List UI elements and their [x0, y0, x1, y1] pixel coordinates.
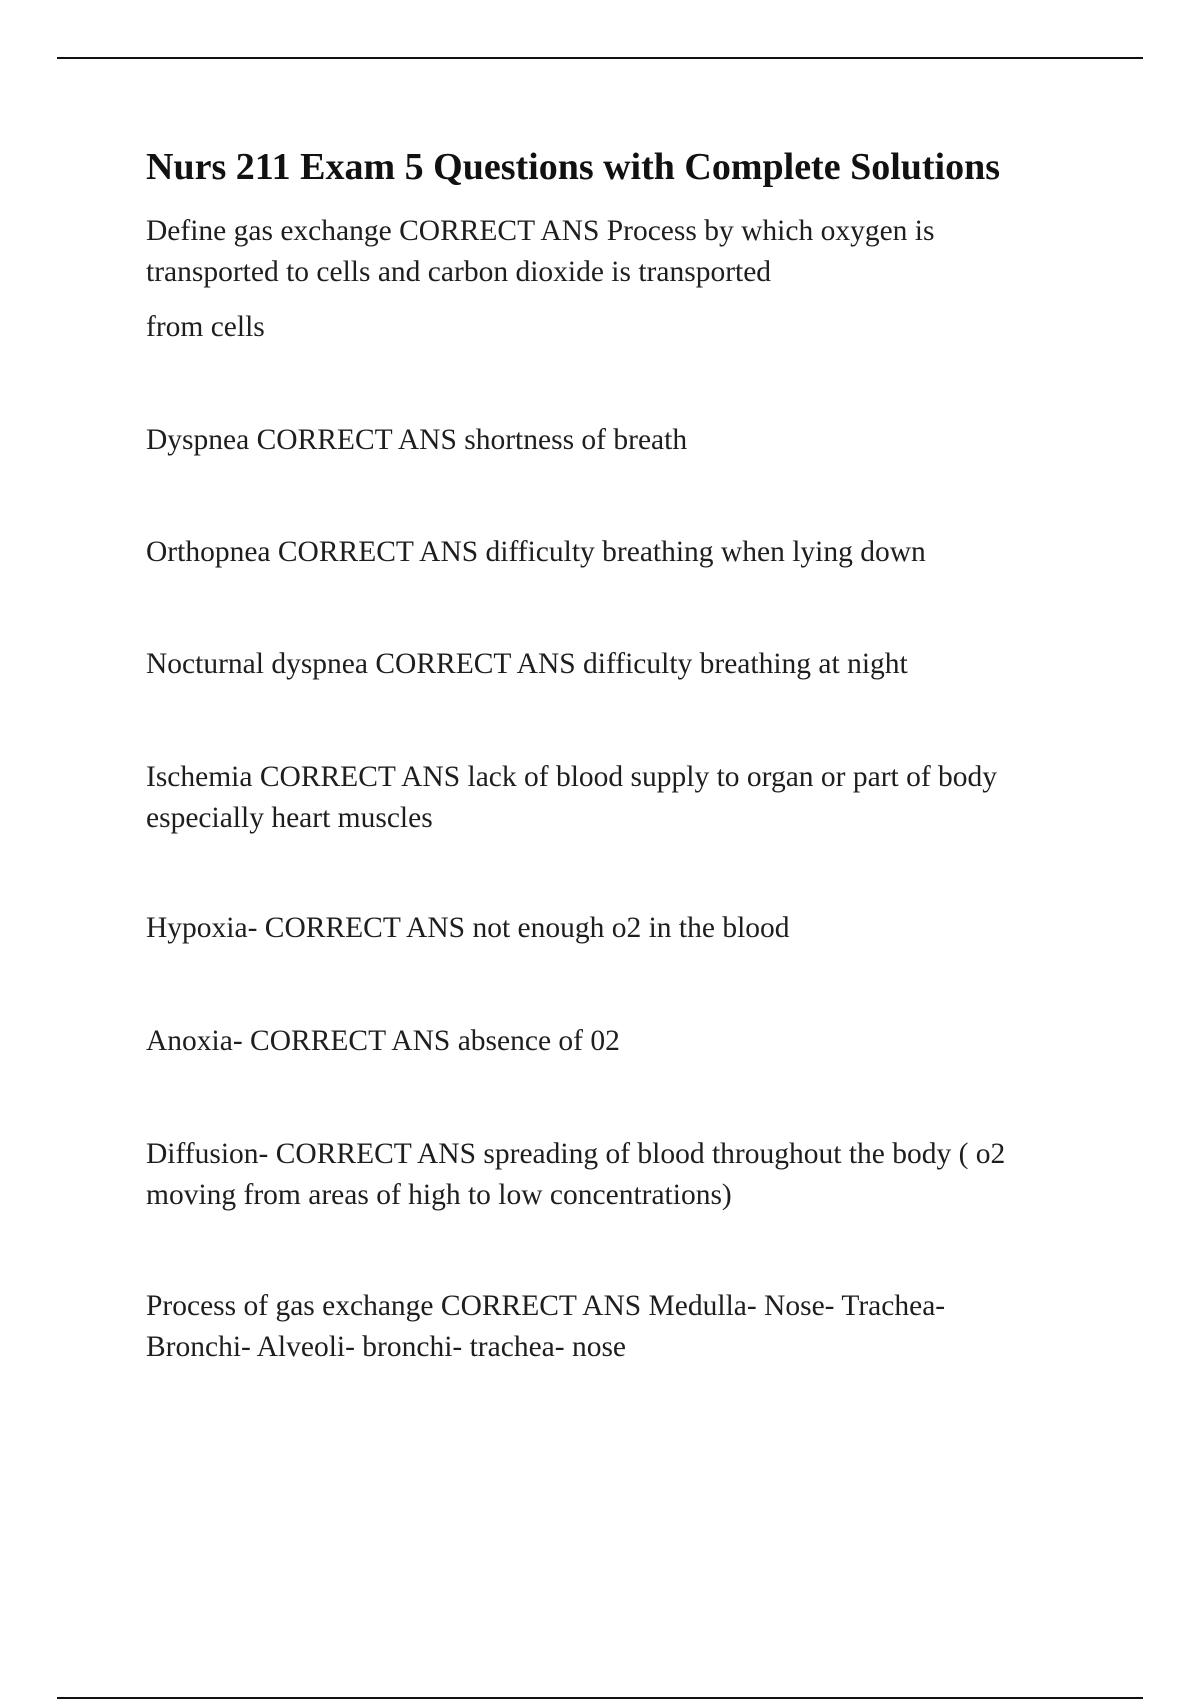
paragraph-anoxia [146, 1021, 1106, 1062]
paragraph-line: Ischemia CORRECT ANS lack of blood supply to organ or part of body [146, 761, 998, 793]
paragraph-line: especially heart muscles [146, 802, 433, 834]
paragraph-line: Process of gas exchange CORRECT ANS Medulla- Nose- Trachea- [146, 1290, 946, 1322]
paragraph-define-gas-exchange [146, 211, 1106, 293]
paragraph-ischemia [146, 757, 1106, 839]
paragraph-line: Orthopnea CORRECT ANS difficulty breathing when lying down [146, 536, 926, 568]
paragraph-line: transported to cells and carbon dioxide is transported [146, 256, 772, 288]
paragraph-line: Define gas exchange CORRECT ANS Process by which oxygen is [146, 215, 935, 247]
paragraph-dyspnea [146, 420, 1106, 461]
paragraph-process-of-gas-exchange [146, 1286, 1106, 1368]
paragraph-line: Anoxia- CORRECT ANS absence of 02 [146, 1025, 620, 1057]
paragraph-hypoxia [146, 908, 1106, 949]
paragraph-orthopnea [146, 532, 1106, 573]
paragraph-line: moving from areas of high to low concentrations) [146, 1179, 732, 1211]
top-rule [57, 57, 1143, 59]
paragraph-line: Diffusion- CORRECT ANS spreading of blood throughout the body ( o2 [146, 1138, 1006, 1170]
paragraph-diffusion [146, 1134, 1106, 1216]
document-title: Nurs 211 Exam 5 Questions with Complete Solutions [146, 146, 1001, 188]
bottom-rule [57, 1697, 1143, 1699]
paragraph-from-cells [146, 307, 1106, 348]
paragraph-nocturnal-dyspnea [146, 644, 1106, 685]
paragraph-line: Bronchi- Alveoli- bronchi- trachea- nose [146, 1331, 627, 1363]
paragraph-line: Nocturnal dyspnea CORRECT ANS difficulty breathing at night [146, 648, 908, 680]
paragraph-line: from cells [146, 311, 265, 343]
paragraph-line: Dyspnea CORRECT ANS shortness of breath [146, 424, 688, 456]
paragraph-line: Hypoxia- CORRECT ANS not enough o2 in the blood [146, 912, 790, 944]
